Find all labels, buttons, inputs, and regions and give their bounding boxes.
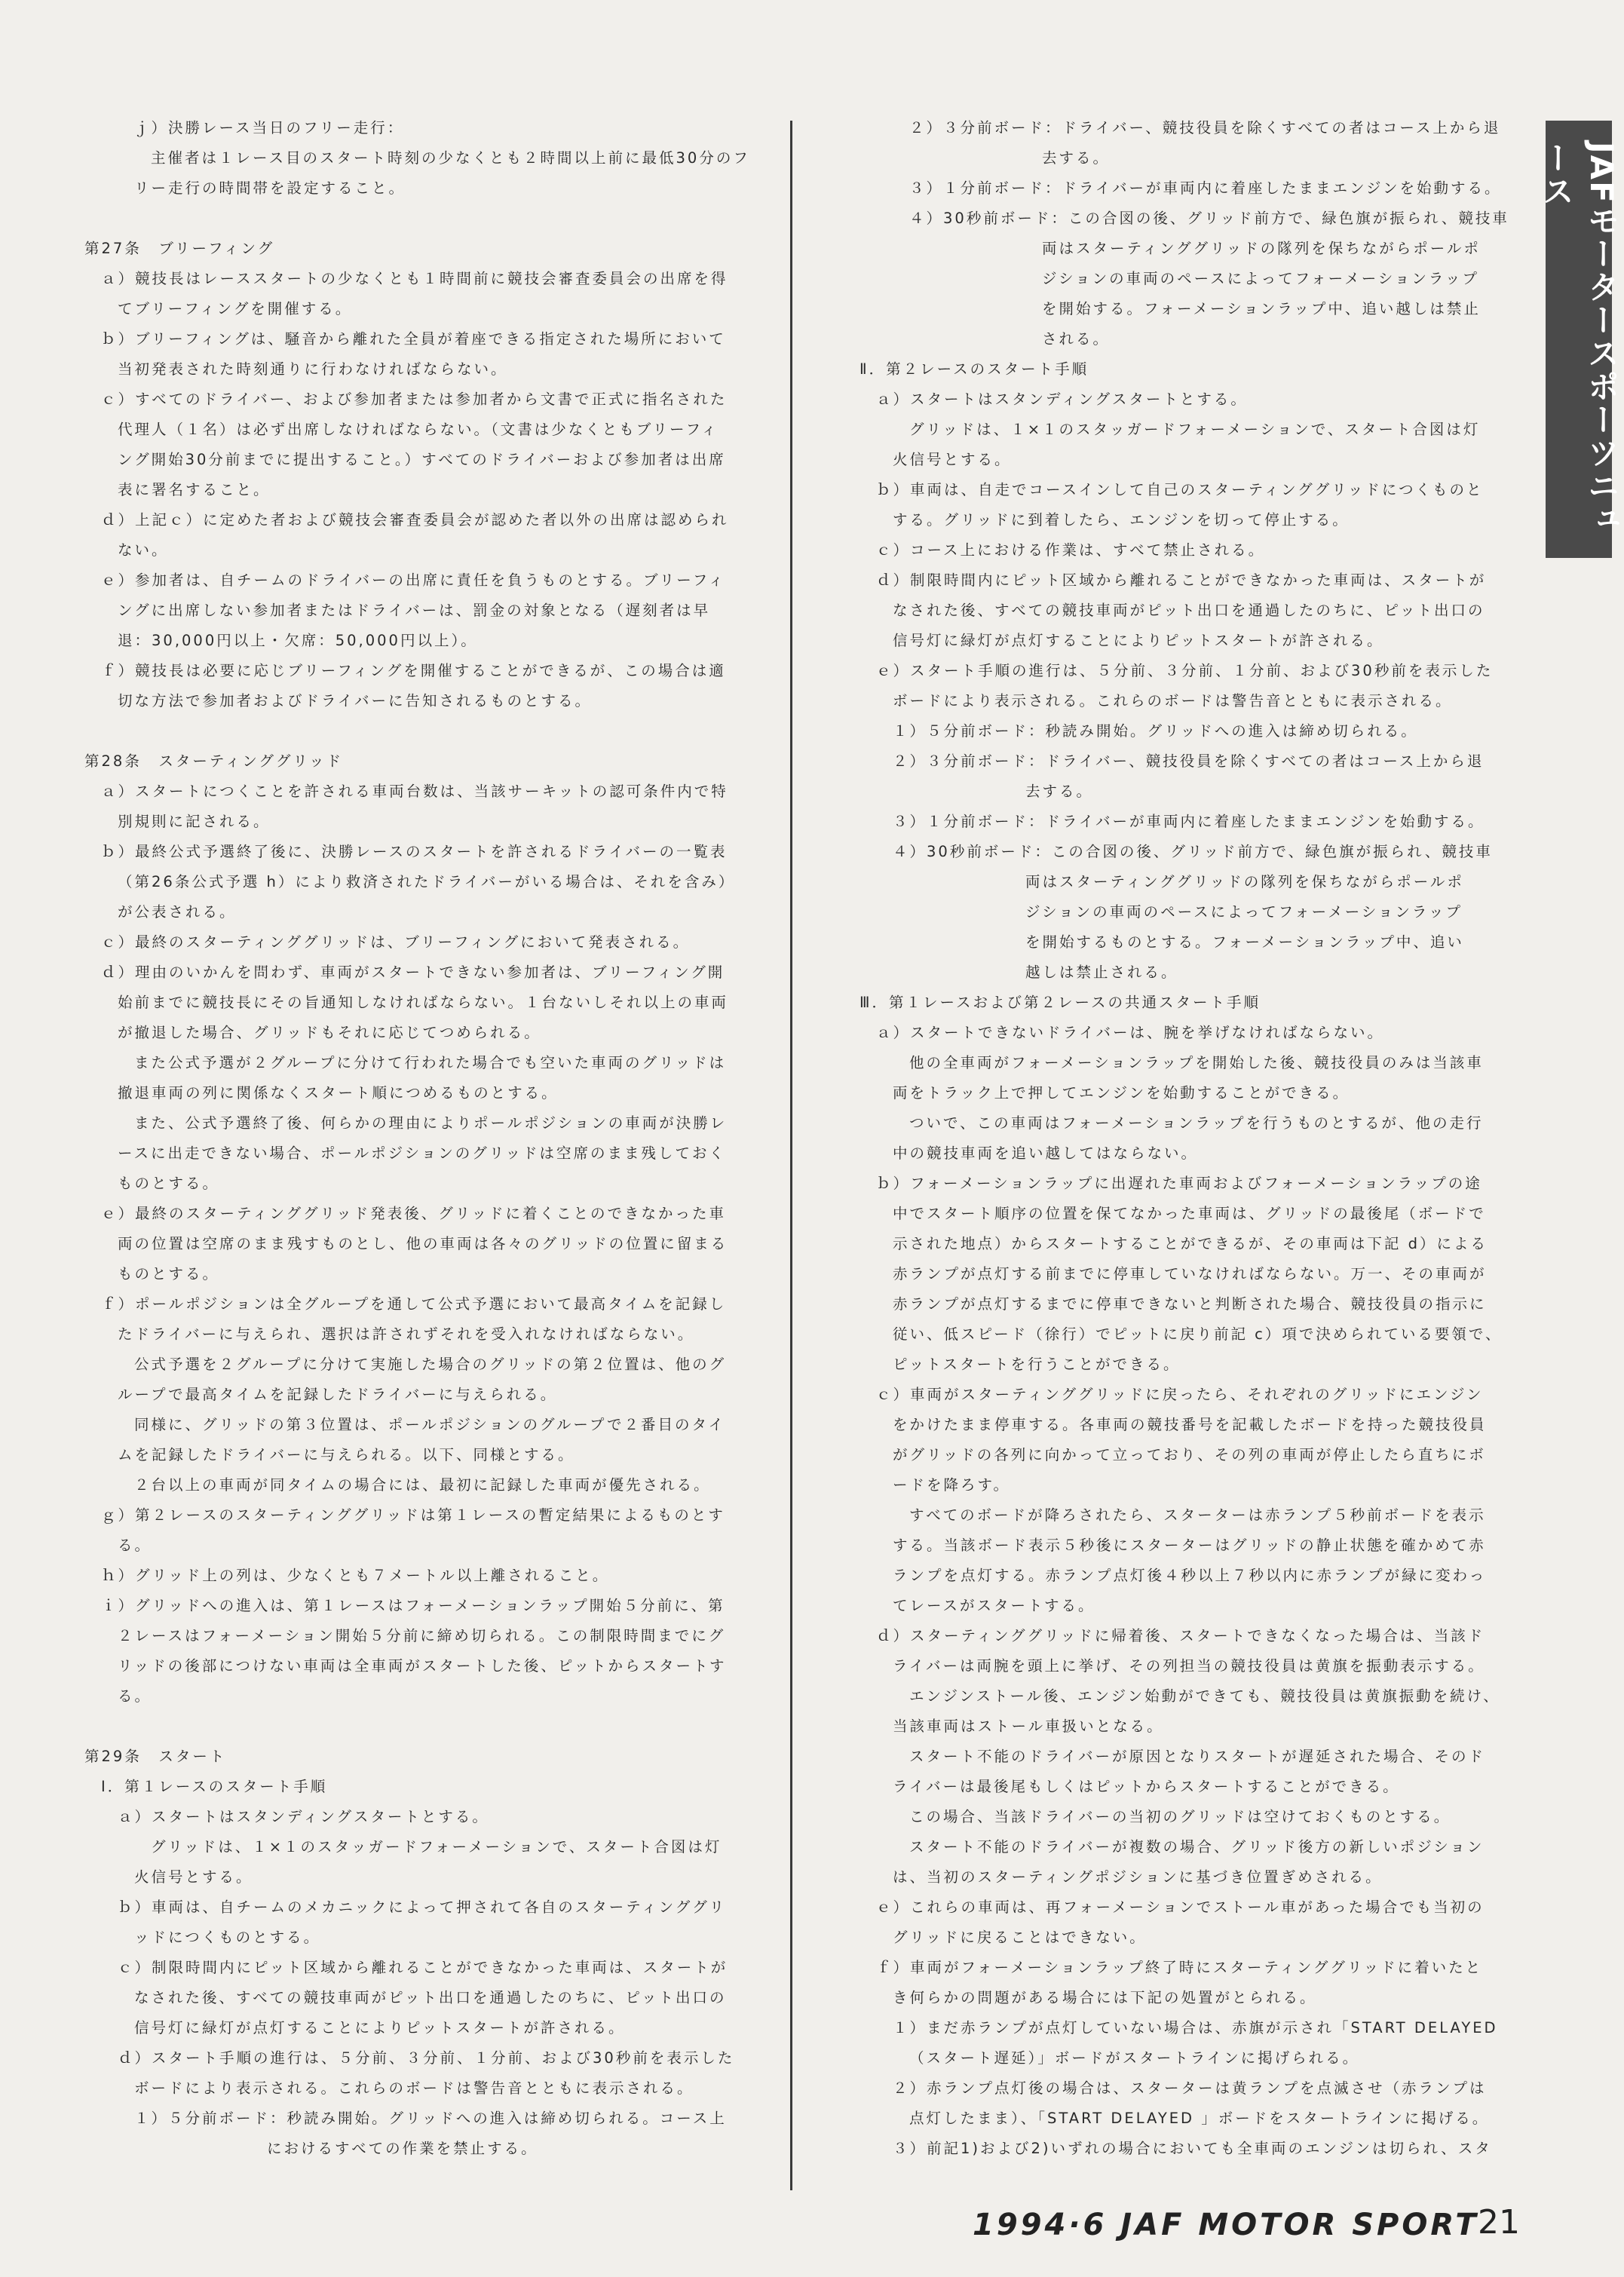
text-line: ｄ）制限時間内にピット区域から離れることができなかった車両は、スタートが	[876, 572, 1487, 589]
text-line: 当該車両はストール車扱いとなる。	[893, 1718, 1164, 1735]
text-line: 示された地点）からスタートすることができるが、その車両は下記 d）による	[893, 1235, 1488, 1252]
text-line: ４）30秒前ボード：この合図の後、グリッド前方で、緑色旗が振られ、競技車	[893, 843, 1493, 860]
text-line: Ⅲ．第１レースおよび第２レースの共通スタート手順	[859, 994, 1261, 1011]
text-line: ジションの車両のペースによってフォーメーションラップ	[1042, 270, 1480, 287]
paragraph-gap	[84, 1712, 778, 1742]
text-line: ｅ）スタート手順の進行は、５分前、３分前、１分前、および30秒前を表示した	[876, 662, 1494, 679]
text-line: ない。	[118, 541, 169, 559]
text-line: ースに出走できない場合、ポールポジションのグリッドは空席のまま残しておく	[118, 1145, 726, 1162]
text-line: ２レースはフォーメーション開始５分前に締め切られる。この制限時間までにグ	[118, 1627, 726, 1644]
text-line: エンジンストール後、エンジン始動ができても、競技役員は黄旗振動を続け、	[909, 1687, 1500, 1705]
text-line: ングに出席しない参加者またはドライバーは、罰金の対象となる（遅刻者は早	[118, 602, 711, 619]
text-line: なされた後、すべての競技車両がピット出口を通過したのちに、ピット出口の	[893, 602, 1485, 619]
text-line: 始前までに競技長にその旨通知しなければならない。１台ないしそれ以上の車両	[118, 994, 729, 1011]
text-line: Ⅰ．第１レースのスタート手順	[101, 1778, 328, 1795]
text-line: ライバーは両腕を頭上に挙げ、その列担当の競技役員は黄旗を振動表示する。	[893, 1657, 1485, 1675]
column-divider	[790, 121, 792, 2190]
paragraph-gap	[84, 716, 778, 746]
text-line: グリッドに戻ることはできない。	[893, 1929, 1147, 1946]
text-line: グリッドは、１×１のスタッガードフォーメーションで、スタート合図は灯	[909, 421, 1481, 438]
text-line: すべてのボードが降ろされたら、スターターは赤ランプ５秒前ボードを表示	[909, 1506, 1486, 1524]
text-line: 火信号とする。	[134, 1868, 253, 1886]
text-line: 赤ランプが点灯する前までに停車していなければならない。万一、その車両が	[893, 1265, 1487, 1283]
text-line: ランプを点灯する。赤ランプ点灯後４秒以上７秒以内に赤ランプが緑に変わっ	[893, 1567, 1487, 1584]
text-line: が撤退した場合、グリッドもそれに応じてつめられる。	[118, 1024, 541, 1041]
page-number: 21	[1478, 2203, 1520, 2242]
text-line: 従い、低スピード（徐行）でピットに戻り前記 c）項で決められている要領で、	[893, 1325, 1503, 1343]
text-line: １）５分前ボード：秒読み開始。グリッドへの進入は締め切られる。	[893, 722, 1418, 740]
text-line: する。グリッドに到着したら、エンジンを切って停止する。	[893, 511, 1350, 529]
text-line: ｊ）決勝レース当日のフリー走行：	[134, 119, 405, 136]
text-line: ｃ）制限時間内にピット区域から離れることができなかった車両は、スタートが	[118, 1959, 728, 1976]
text-line: を開始する。フォーメーションラップ中、追い越しは禁止	[1042, 300, 1481, 317]
text-line: 両をトラック上で押してエンジンを始動することができる。	[893, 1084, 1350, 1102]
text-line: ａ）スタートにつくことを許される車両台数は、当該サーキットの認可条件内で特	[101, 783, 728, 800]
text-line: ついで、この車両はフォーメーションラップを行うものとするが、他の走行	[909, 1114, 1484, 1132]
text-line: ４）30秒前ボード：この合図の後、グリッド前方で、緑色旗が振られ、競技車	[909, 210, 1509, 227]
text-line: 越しは禁止される。	[1025, 964, 1178, 981]
text-line: 信号灯に緑灯が点灯することによりピットスタートが許される。	[893, 632, 1384, 649]
text-line: ムを記録したドライバーに与えられる。以下、同様とする。	[118, 1446, 575, 1463]
text-line: ａ）競技長はレーススタートの少なくとも１時間前に競技会審査委員会の出席を得	[101, 270, 728, 287]
text-line: てブリーフィングを開催する。	[118, 300, 353, 317]
text-line: 両の位置は空席のまま残すものとし、他の車両は各々のグリッドの位置に留まる	[118, 1235, 728, 1252]
text-line: 第29条 スタート	[84, 1748, 227, 1765]
text-line: ｃ）コース上における作業は、すべて禁止される。	[876, 541, 1266, 559]
text-line: ｅ）これらの車両は、再フォーメーションでストール車があった場合でも当初の	[876, 1899, 1485, 1916]
text-line: たドライバーに与えられ、選択は許されずそれを受入れなければならない。	[118, 1325, 695, 1343]
text-line: ｅ）最終のスターティンググリッド発表後、グリッドに着くことのできなかった車	[101, 1205, 726, 1222]
text-line: ング開始30分前までに提出すること。）すべてのドライバーおよび参加者は出席	[118, 451, 726, 468]
text-line: ｂ）車両は、自チームのメカニックによって押されて各自のスターティンググリ	[118, 1899, 727, 1916]
text-line: ものとする。	[118, 1175, 220, 1192]
text-line: 当初発表された時刻通りに行わなければならない。	[118, 360, 508, 378]
text-line: 去する。	[1025, 783, 1094, 800]
text-line: 中の競技車両を追い越してはならない。	[893, 1145, 1199, 1162]
text-line: ｆ）ポールポジションは全グループを通して公式予選において最高タイムを記録し	[101, 1295, 727, 1313]
footer-magazine-title: 1994·6 JAF MOTOR SPORT	[973, 2208, 1479, 2242]
text-line: ２台以上の車両が同タイムの場合には、最初に記録した車両が優先される。	[134, 1476, 711, 1494]
text-line: をかけたまま停車する。各車両の競技番号を記載したボードを持った競技役員	[893, 1416, 1487, 1433]
text-line: ものとする。	[118, 1265, 220, 1283]
text-line: なされた後、すべての競技車両がピット出口を通過したのちに、ピット出口の	[134, 1989, 727, 2006]
text-line: リー走行の時間帯を設定すること。	[134, 179, 406, 197]
text-line: は、当初のスターティングポジションに基づき位置ぎめされる。	[893, 1868, 1383, 1886]
text-line: ライバーは最後尾もしくはピットからスタートすることができる。	[893, 1778, 1400, 1795]
text-line: 主催者は１レース目のスタート時刻の少なくとも２時間以上前に最低30分のフ	[151, 149, 750, 167]
text-line: ｈ）グリッド上の列は、少なくとも７メートル以上離されること。	[101, 1567, 610, 1584]
text-line: １）５分前ボード：秒読み開始。グリッドへの進入は締め切られる。コース上	[134, 2110, 727, 2127]
text-line: 公式予選を２グループに分けて実施した場合のグリッドの第２位置は、他のグ	[134, 1356, 727, 1373]
text-line: １）まだ赤ランプが点灯していない場合は、赤旗が示され「START DELAYED	[893, 2019, 1498, 2036]
text-line: ａ）スタートはスタンディングスタートとする。	[876, 391, 1248, 408]
text-line: ３）１分前ボード：ドライバーが車両内に着座したままエンジンを始動する。	[893, 813, 1485, 830]
text-line: 切な方法で参加者およびドライバーに告知されるものとする。	[118, 692, 593, 709]
text-line: ２）３分前ボード：ドライバー、競技役員を除くすべての者はコース上から退	[909, 119, 1501, 136]
text-line: 撤退車両の列に関係なくスタート順につめるものとする。	[118, 1084, 559, 1102]
text-line: ｅ）参加者は、自チームのドライバーの出席に責任を負うものとする。ブリーフィ	[101, 572, 726, 589]
text-line: （第26条公式予選 h）により救済されたドライバーがいる場合は、それを含み）	[118, 873, 736, 890]
text-line: スタート不能のドライバーが複数の場合、グリッド後方の新しいポジション	[909, 1838, 1485, 1856]
text-line: ｃ）最終のスターティンググリッドは、ブリーフィングにおいて発表される。	[101, 933, 691, 951]
text-line: 去する。	[1042, 149, 1111, 167]
text-line: 第28条 スターティンググリッド	[84, 752, 344, 770]
text-line: を開始するものとする。フォーメーションラップ中、追い	[1025, 933, 1464, 951]
text-line: ｄ）スターティンググリッドに帰着後、スタートできなくなった場合は、当該ド	[876, 1627, 1485, 1644]
text-line: る。	[118, 1687, 152, 1705]
text-line: ｃ）車両がスターティンググリッドに戻ったら、それぞれのグリッドにエンジン	[876, 1386, 1484, 1403]
text-line: ｃ）すべてのドライバー、および参加者または参加者から文書で正式に指名された	[101, 391, 728, 408]
text-line: におけるすべての作業を禁止する。	[267, 2140, 538, 2157]
text-line: （スタート遅延）」ボードがスタートラインに掲げられる。	[909, 2049, 1360, 2067]
text-line: ボードにより表示される。これらのボードは警告音とともに表示される。	[134, 2079, 694, 2097]
text-line: ｄ）スタート手順の進行は、５分前、３分前、１分前、および30秒前を表示した	[118, 2049, 735, 2067]
text-line: ｂ）車両は、自走でコースインして自己のスターティンググリッドにつくものと	[876, 481, 1484, 498]
text-line: 両はスターティンググリッドの隊列を保ちながらポールポ	[1025, 873, 1464, 890]
right-text-column	[859, 113, 1523, 2164]
text-line: 別規則に記される。	[118, 813, 271, 830]
text-line: 中でスタート順序の位置を保てなかった車両は、グリッドの最後尾（ボードで	[893, 1205, 1486, 1222]
text-line: ２）赤ランプ点灯後の場合は、スターターは黄ランプを点滅させ（赤ランプは	[893, 2079, 1487, 2097]
text-line: 第27条 ブリーフィング	[84, 240, 275, 257]
text-line: グリッドは、１×１のスタッガードフォーメーションで、スタート合図は灯	[151, 1838, 722, 1856]
text-line: ３）前記1)および2)いずれの場合においても全車両のエンジンは切られ、スタ	[893, 2140, 1492, 2157]
section-side-tab-label: JAFモータースポーツニュース	[1538, 142, 1620, 536]
text-line: 両はスターティンググリッドの隊列を保ちながらポールポ	[1042, 240, 1481, 257]
text-line: ピットスタートを行うことができる。	[893, 1356, 1181, 1373]
text-line: 他の全車両がフォーメーションラップを開始した後、競技役員のみは当該車	[909, 1054, 1484, 1071]
text-line: Ⅱ．第２レースのスタート手順	[859, 360, 1089, 378]
text-line: リッドの後部につけない車両は全車両がスタートした後、ピットからスタートす	[118, 1657, 727, 1675]
text-line: 表に署名すること。	[118, 481, 271, 498]
text-line: スタート不能のドライバーが原因となりスタートが遅延された場合、そのド	[909, 1748, 1486, 1765]
text-line: がグリッドの各列に向かって立っており、その列の車両が停止したら直ちにボ	[893, 1446, 1486, 1463]
text-line: この場合、当該ドライバーの当初のグリッドは空けておくものとする。	[909, 1808, 1451, 1825]
text-line: ジションの車両のペースによってフォーメーションラップ	[1025, 903, 1463, 921]
text-line: ３）１分前ボード：ドライバーが車両内に着座したままエンジンを始動する。	[909, 179, 1502, 197]
text-line: また、公式予選終了後、何らかの理由によりポールポジションの車両が決勝レ	[134, 1114, 728, 1132]
text-line: ｆ）競技長は必要に応じブリーフィングを開催することができるが、この場合は適	[101, 662, 726, 679]
text-line: する。当該ボード表示５秒後にスターターはグリッドの静止状態を確かめて赤	[893, 1537, 1486, 1554]
text-line: ｇ）第２レースのスターティンググリッドは第１レースの暫定結果によるものとす	[101, 1506, 725, 1524]
text-line: ｂ）最終公式予選終了後に、決勝レースのスタートを許されるドライバーの一覧表	[101, 843, 728, 860]
text-line: ードを降ろす。	[893, 1476, 1010, 1494]
text-line: 点灯したまま）、「START DELAYED 」ボードをスタートラインに掲げる。	[909, 2110, 1490, 2127]
text-line: ｆ）車両がフォーメーションラップ終了時にスターティンググリッドに着いたと	[876, 1959, 1483, 1976]
text-line: ッドにつくものとする。	[134, 1929, 321, 1946]
text-line: ループで最高タイムを記録したドライバーに与えられる。	[118, 1386, 558, 1403]
text-line: ｉ）グリッドへの進入は、第１レースはフォーメーションラップ開始５分前に、第	[101, 1597, 725, 1614]
text-line: また公式予選が２グループに分けて行われた場合でも空いた車両のグリッドは	[134, 1054, 727, 1071]
paragraph-gap	[84, 204, 778, 234]
text-line: 信号灯に緑灯が点灯することによりピットスタートが許される。	[134, 2019, 626, 2036]
text-line: ｄ）理由のいかんを問わず、車両がスタートできない参加者は、ブリーフィング開	[101, 964, 725, 981]
text-line: き何らかの問題がある場合には下記の処置がとられる。	[893, 1989, 1317, 2006]
text-line: される。	[1042, 330, 1111, 348]
text-line: 退：30,000円以上・欠席：50,000円以上）。	[118, 632, 478, 649]
text-line: 同様に、グリッドの第３位置は、ポールポジションのグループで２番目のタイ	[134, 1416, 726, 1433]
text-line: が公表される。	[118, 903, 237, 921]
text-line: 代理人（１名）は必ず出席しなければならない。（文書は少なくともブリーフィ	[118, 421, 719, 438]
text-line: ｂ）ブリーフィングは、騒音から離れた全員が着座できる指定された場所において	[101, 330, 726, 348]
text-line: ｄ）上記ｃ）に定めた者および競技会審査委員会が認めた者以外の出席は認められ	[101, 511, 729, 529]
text-line: てレースがスタートする。	[893, 1597, 1095, 1614]
section-side-tab	[1538, 121, 1620, 558]
text-line: る。	[118, 1537, 152, 1554]
text-line: 赤ランプが点灯するまでに停車できないと判断された場合、競技役員の指示に	[893, 1295, 1487, 1313]
text-line: ｂ）フォーメーションラップに出遅れた車両およびフォーメーションラップの途	[876, 1175, 1482, 1192]
text-line: 火信号とする。	[893, 451, 1012, 468]
text-line: ２）３分前ボード：ドライバー、競技役員を除くすべての者はコース上から退	[893, 752, 1485, 770]
left-text-column	[84, 113, 778, 2164]
text-line: ａ）スタートはスタンディングスタートとする。	[118, 1808, 489, 1825]
text-line: ａ）スタートできないドライバーは、腕を挙げなければならない。	[876, 1024, 1385, 1041]
text-line: ボードにより表示される。これらのボードは警告音とともに表示される。	[893, 692, 1453, 709]
